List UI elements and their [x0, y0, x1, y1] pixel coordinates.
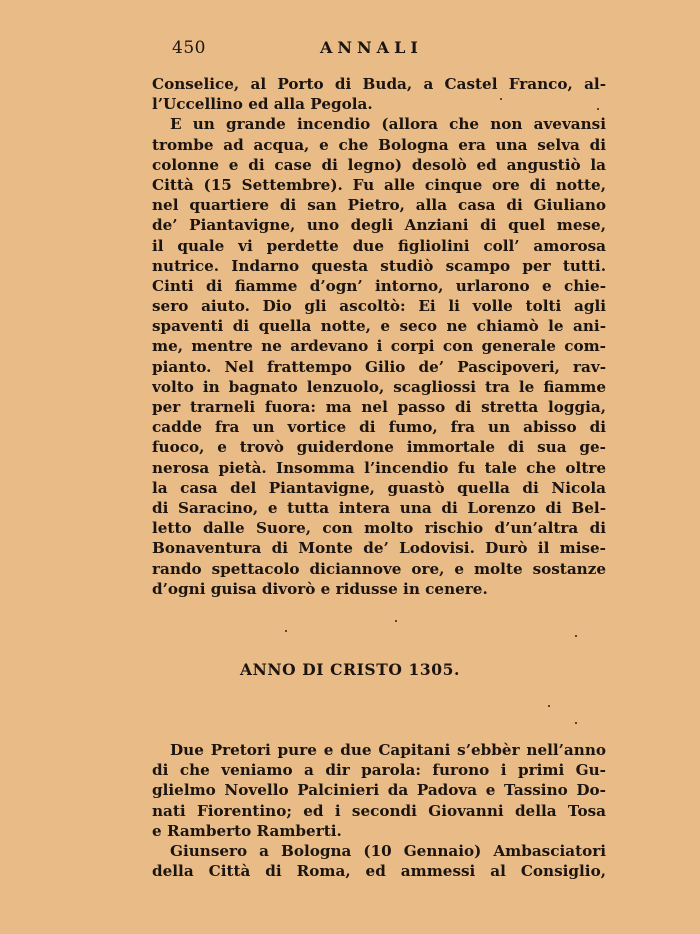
text-line: fuoco, e trovò guiderdone immortale di sua ge- [152, 438, 606, 457]
text-line: nel quartiere di san Pietro, alla casa di Giuliano [152, 196, 606, 215]
text-line: il quale vi perdette due figliolini coll’ amorosa [152, 236, 606, 255]
text-line: Giunsero a Bologna (10 Gennaio) Ambasciatori [170, 841, 606, 860]
running-title: ANNALI [320, 38, 423, 57]
text-line: la casa del Piantavigne, guastò quella di Nicola [152, 478, 606, 497]
print-speck [575, 722, 577, 724]
text-line: Bonaventura di Monte de’ Lodovisi. Durò il mise- [152, 539, 606, 558]
print-speck [395, 620, 397, 622]
text-line: nerosa pietà. Insomma l’incendio fu tale che oltre [152, 458, 606, 477]
print-speck [285, 630, 287, 632]
print-speck [500, 98, 502, 100]
text-line: Cinti di fiamme d’ogn’ intorno, urlarono e chie- [152, 276, 606, 295]
text-line: d’ogni guisa divorò e ridusse in cenere. [152, 579, 488, 598]
text-line: Città (15 Settembre). Fu alle cinque ore di notte, [152, 175, 606, 194]
paragraph-block-year-1305 [152, 740, 606, 881]
text-line: Conselice, al Porto di Buda, a Castel Franco, al- [152, 75, 606, 93]
text-line: di Saracino, e tutta intera una di Lorenzo di Bel- [152, 498, 606, 517]
text-line: rando spettacolo diciannove ore, e molte sostanze [152, 559, 606, 578]
print-speck [548, 705, 550, 707]
page-number: 450 [172, 38, 206, 58]
section-heading-year: ANNO DI CRISTO 1305. [240, 660, 460, 679]
print-speck [597, 108, 599, 110]
text-line: nati Fiorentino; ed i secondi Giovanni della Tosa [152, 801, 606, 820]
paragraph-block-fire-1304 [152, 74, 606, 599]
text-line: colonne e di case di legno) desolò ed angustiò la [152, 155, 606, 174]
text-line: di che veniamo a dir parola: furono i primi Gu- [152, 761, 606, 780]
text-line: volto in bagnato lenzuolo, scagliossi tra le fiamme [152, 377, 606, 396]
page-header [172, 38, 608, 60]
print-speck [575, 635, 577, 637]
text-line: spaventi di quella notte, e seco ne chiamò le ani- [152, 317, 606, 336]
text-line: della Città di Roma, ed ammessi al Consiglio, [152, 862, 606, 881]
text-line: e Ramberto Ramberti. [152, 821, 342, 840]
text-line: pianto. Nel frattempo Gilio de’ Pascipoveri, rav- [152, 357, 606, 376]
text-line: trombe ad acqua, e che Bologna era una selva di [152, 135, 606, 154]
text-line: me, mentre ne ardevano i corpi con generale com- [152, 337, 606, 356]
text-line: per trarneli fuora: ma nel passo di stretta loggia, [152, 398, 606, 416]
text-line: letto dalle Suore, con molto rischio d’un’altra di [152, 519, 606, 538]
text-line: nutrice. Indarno questa studiò scampo per tutti. [152, 256, 606, 275]
text-line: l’Uccellino ed alla Pegola. [152, 95, 373, 114]
text-line: cadde fra un vortice di fumo, fra un abisso di [152, 418, 606, 437]
text-line: glielmo Novello Palcinieri da Padova e Tassino Do- [152, 781, 606, 800]
text-line: de’ Piantavigne, uno degli Anziani di quel mese, [152, 216, 606, 235]
text-line: sero aiuto. Dio gli ascoltò: Ei li volle tolti agli [152, 297, 606, 316]
text-line: E un grande incendio (allora che non avevansi [170, 115, 606, 134]
text-line: Due Pretori pure e due Capitani s’ebbèr nell’anno [170, 741, 606, 759]
